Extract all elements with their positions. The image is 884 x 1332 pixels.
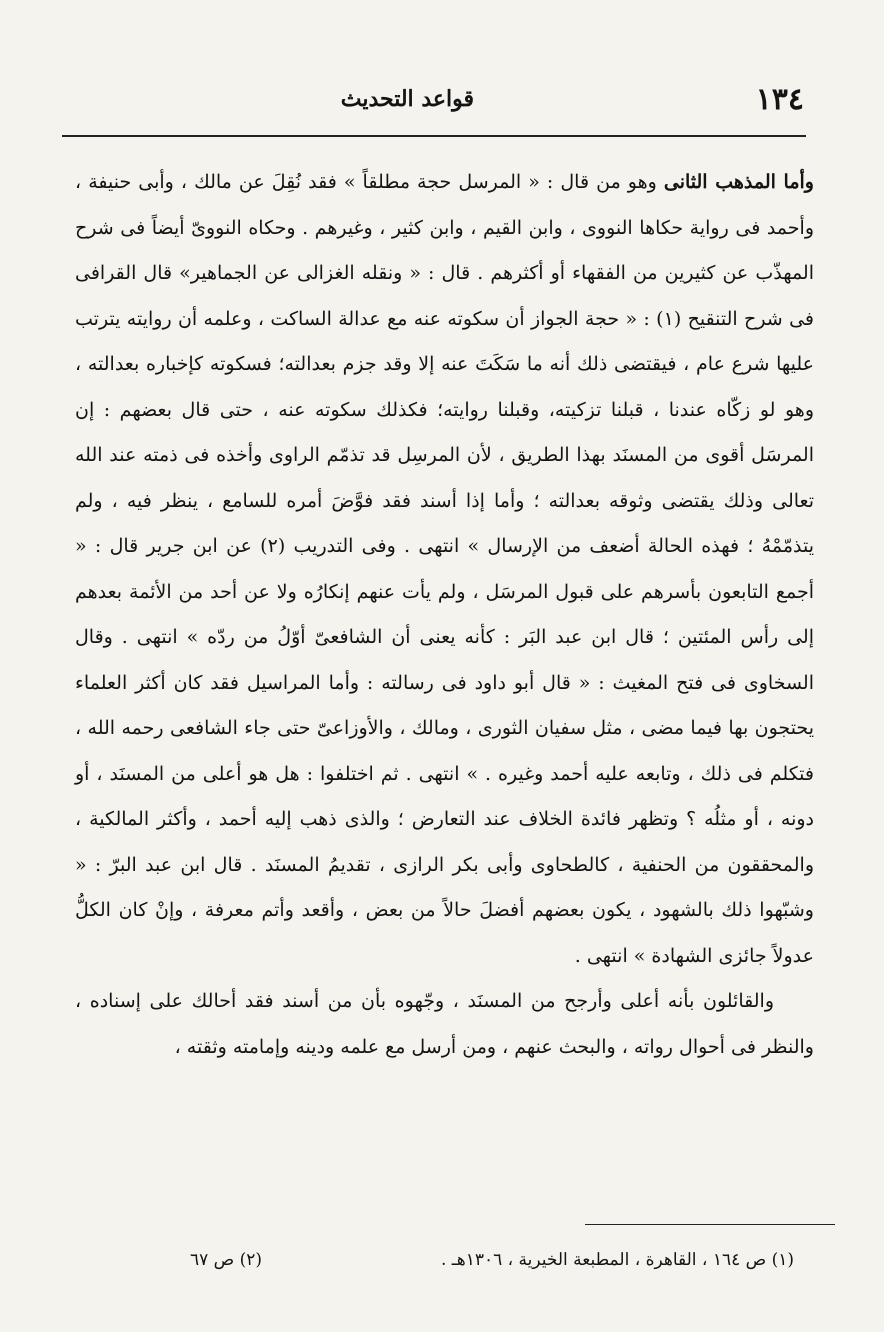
footnote-divider (585, 1224, 835, 1225)
main-text (75, 160, 814, 1070)
paragraph: والقائلون بأنه أعلى وأرجح من المسنَد ، وجّهوه بأن من أسند فقد أحالك على إسناده ، والنظر فى أحوال رواته ، والبحث عنهم ، ومن أرسل مع علمه ودينه وإمامته وثقته ، (75, 990, 814, 1058)
paragraph-text: وهو من قال : « المرسل حجة مطلقاً » فقد نُقِلَ عن مالك ، وأبى حنيفة ، وأحمد فى رواية حكاها النووى ، وابن القيم ، وابن كثير ، وغيرهم . وحكاه النووىّ أيضاً فى شرح المهذّب عن كثيرين من الفقهاء أو أكثرهم . قال : « ونقله الغزالى عن الجماهير» قال القرافى فى شرح التنقيح (١) : « حجة الجواز أن سكوته عنه مع عدالة الساكت ، وعلمه أن روايته يترتب عليها شرع عام ، فيقتضى ذلك أنه ما سَكَتَ عنه إلا وقد جزم بعدالته؛ فسكوته كإخباره بعدالته ، وهو لو زكّاه عندنا ، قبلنا تزكيته، وقبلنا روايته؛ فكذلك سكوته عنه ، حتى قال بعضهم : إن المرسَل أقوى من المسنَد بهذا الطريق ، لأن المرسِل قد تذمّم الراوى وأخذه فى ذمته عند الله تعالى وذلك يقتضى وثوقه بعدالته ؛ وأما إذا أسند فقد فوَّضَ أمره للسامع ، ينظر فيه ، ولم يتذمّمْهُ ؛ فهذه الحالة أضعف من الإرسال » انتهى . وفى التدريب (٢) عن ابن جرير قال : « أجمع التابعون بأسرهم على قبول المرسَل ، ولم يأت عنهم إنكارُه ولا عن أحد من الأئمة بعدهم إلى رأس المئتين ؛ قال ابن عبد البَر : كأنه يعنى أن الشافعىّ أوّلُ من ردّه » انتهى . وقال السخاوى فى فتح المغيث : « قال أبو داود فى رسالته : وأما المراسيل فقد كان أكثر العلماء يحتجون بها فيما مضى ، مثل سفيان الثورى ، ومالك ، والأوزاعىّ حتى جاء الشافعى رحمه الله ، فتكلم فى ذلك ، وتابعه عليه أحمد وغيره . » انتهى . ثم اختلفوا : هل هو أعلى من المسنَد ، أو دونه ، أو مثلُه ؟ وتظهر فائدة الخلاف عند التعارض ؛ والذى ذهب إليه أحمد ، وأكثر المالكية ، والمحققون من الحنفية ، كالطحاوى وأبى بكر الرازى ، تقديمُ المسنَد . قال ابن عبد البرّ : « وشبّهوا ذلك بالشهود ، يكون بعضهم أفضلَ حالاً من بعض ، وأقعد وأتم معرفة ، وإنْ كان الكلُّ عدولاً جائزى الشهادة » انتهى . (75, 171, 814, 967)
footnote-2: (٢) ص ٦٧ (190, 1250, 263, 1270)
footnote-1: (١) ص ١٦٤ ، القاهرة ، المطبعة الخيرية ، ١٣٠٦هـ . (440, 1250, 794, 1270)
page-header (60, 78, 804, 122)
paragraph (75, 160, 814, 979)
running-title: قواعد التحديث (340, 86, 474, 112)
section-lead: وأما المذهب الثانى (663, 171, 814, 193)
page-number: ١٣٤ (755, 82, 804, 117)
footnotes (190, 1250, 794, 1270)
header-divider (62, 135, 806, 137)
